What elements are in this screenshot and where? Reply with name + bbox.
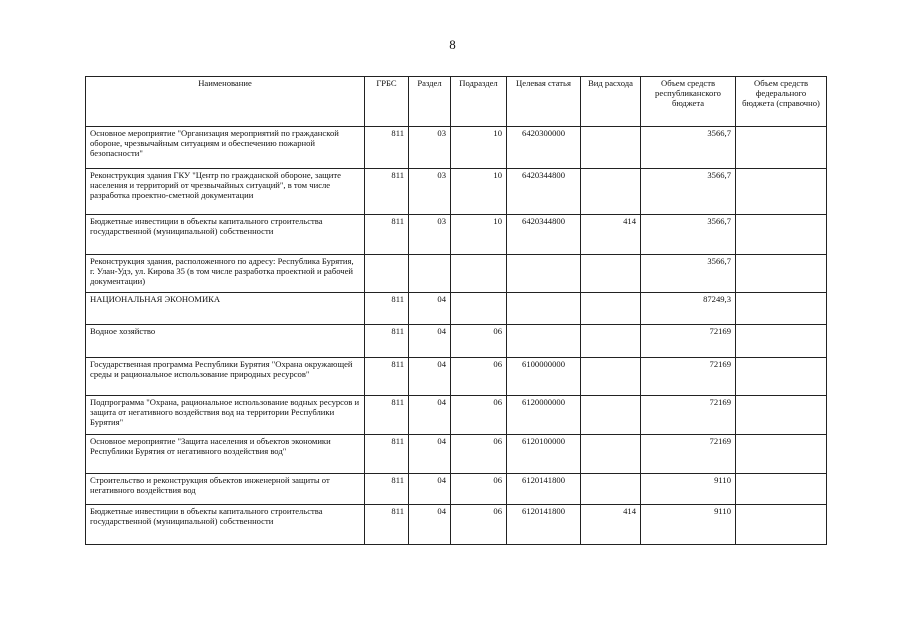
table-row [86,255,827,293]
cell-razdel: 03 [409,215,451,255]
header-podrazdel: Подраздел [451,77,507,127]
cell-fed [736,474,827,505]
table-row [86,358,827,396]
cell-name: Реконструкция здания, расположенного по адресу: Республика Бурятия, г. Улан-Удэ, ул. Кирова 35 (в том числе разработка проектной и рабочей документации) [86,255,365,293]
cell-vid: 414 [581,505,641,545]
cell-fed [736,325,827,358]
cell-grbs: 811 [365,169,409,215]
budget-table [85,76,827,545]
cell-resp: 72169 [641,396,736,435]
cell-resp: 3566,7 [641,255,736,293]
cell-razdel: 03 [409,169,451,215]
cell-fed [736,435,827,474]
header-vid: Вид расхода [581,77,641,127]
cell-celevaya: 6120141800 [507,505,581,545]
cell-name: Реконструкция здания ГКУ "Центр по гражданской обороне, защите населения и территорий от чрезвычайных ситуаций", в том числе разработка проектно-сметной документации [86,169,365,215]
cell-razdel: 04 [409,435,451,474]
cell-podrazdel: 06 [451,358,507,396]
cell-resp: 3566,7 [641,215,736,255]
cell-vid [581,255,641,293]
cell-celevaya: 6420344800 [507,215,581,255]
cell-razdel: 03 [409,127,451,169]
cell-podrazdel: 10 [451,215,507,255]
cell-grbs: 811 [365,396,409,435]
cell-podrazdel: 06 [451,435,507,474]
cell-celevaya [507,325,581,358]
cell-celevaya: 6120000000 [507,396,581,435]
table-row [86,325,827,358]
cell-grbs: 811 [365,435,409,474]
cell-vid [581,358,641,396]
cell-razdel: 04 [409,474,451,505]
cell-celevaya: 6100000000 [507,358,581,396]
cell-podrazdel: 10 [451,169,507,215]
cell-celevaya: 6420344800 [507,169,581,215]
cell-name: Бюджетные инвестиции в объекты капитального строительства государственной (муниципальной) собственности [86,215,365,255]
cell-grbs: 811 [365,474,409,505]
cell-grbs: 811 [365,127,409,169]
cell-vid [581,325,641,358]
cell-resp: 9110 [641,505,736,545]
cell-podrazdel [451,293,507,325]
cell-fed [736,255,827,293]
cell-fed [736,358,827,396]
cell-vid [581,169,641,215]
cell-celevaya [507,255,581,293]
cell-resp: 3566,7 [641,127,736,169]
cell-resp: 3566,7 [641,169,736,215]
cell-celevaya [507,293,581,325]
cell-podrazdel: 06 [451,474,507,505]
cell-name: Бюджетные инвестиции в объекты капитального строительства государственной (муниципальной) собственности [86,505,365,545]
cell-name: Строительство и реконструкция объектов инженерной защиты от негативного воздействия вод [86,474,365,505]
table-row [86,215,827,255]
cell-resp: 87249,3 [641,293,736,325]
cell-name: Подпрограмма "Охрана, рациональное использование водных ресурсов и защита от негативного воздействия вод на территории Республики Бурятия" [86,396,365,435]
cell-razdel: 04 [409,325,451,358]
header-grbs: ГРБС [365,77,409,127]
cell-fed [736,169,827,215]
cell-podrazdel: 06 [451,325,507,358]
cell-vid [581,474,641,505]
cell-name: Государственная программа Республики Бурятия "Охрана окружающей среды и рациональное использование природных ресурсов" [86,358,365,396]
cell-vid: 414 [581,215,641,255]
header-name: Наименование [86,77,365,127]
cell-razdel: 04 [409,293,451,325]
cell-name: Водное хозяйство [86,325,365,358]
cell-podrazdel: 06 [451,396,507,435]
cell-name: Основное мероприятие "Организация мероприятий по гражданской обороне, чрезвычайным ситуациям и обеспечению пожарной безопасности" [86,127,365,169]
cell-celevaya: 6120100000 [507,435,581,474]
cell-celevaya: 6120141800 [507,474,581,505]
cell-fed [736,215,827,255]
table-row [86,169,827,215]
table-row [86,435,827,474]
cell-fed [736,127,827,169]
cell-razdel [409,255,451,293]
cell-grbs: 811 [365,358,409,396]
cell-razdel: 04 [409,396,451,435]
cell-grbs: 811 [365,215,409,255]
header-fed: Объем средств федерального бюджета (справочно) [736,77,827,127]
page-number: 8 [449,37,456,52]
cell-podrazdel: 10 [451,127,507,169]
table-row [86,474,827,505]
cell-podrazdel [451,255,507,293]
cell-resp: 72169 [641,325,736,358]
cell-grbs [365,255,409,293]
cell-celevaya: 6420300000 [507,127,581,169]
header-celevaya: Целевая статья [507,77,581,127]
cell-razdel: 04 [409,358,451,396]
cell-grbs: 811 [365,325,409,358]
table-row [86,505,827,545]
cell-razdel: 04 [409,505,451,545]
cell-podrazdel: 06 [451,505,507,545]
table-row [86,396,827,435]
cell-vid [581,435,641,474]
cell-fed [736,505,827,545]
cell-resp: 9110 [641,474,736,505]
cell-resp: 72169 [641,435,736,474]
cell-fed [736,396,827,435]
cell-grbs: 811 [365,505,409,545]
header-resp: Объем средств республиканского бюджета [641,77,736,127]
cell-grbs: 811 [365,293,409,325]
table-header-row [86,77,827,127]
cell-resp: 72169 [641,358,736,396]
cell-fed [736,293,827,325]
cell-vid [581,293,641,325]
table-row [86,127,827,169]
cell-name: НАЦИОНАЛЬНАЯ ЭКОНОМИКА [86,293,365,325]
table-row [86,293,827,325]
cell-vid [581,127,641,169]
cell-name: Основное мероприятие "Защита населения и объектов экономики Республики Бурятия от негативного воздействия вод" [86,435,365,474]
header-razdel: Раздел [409,77,451,127]
cell-vid [581,396,641,435]
